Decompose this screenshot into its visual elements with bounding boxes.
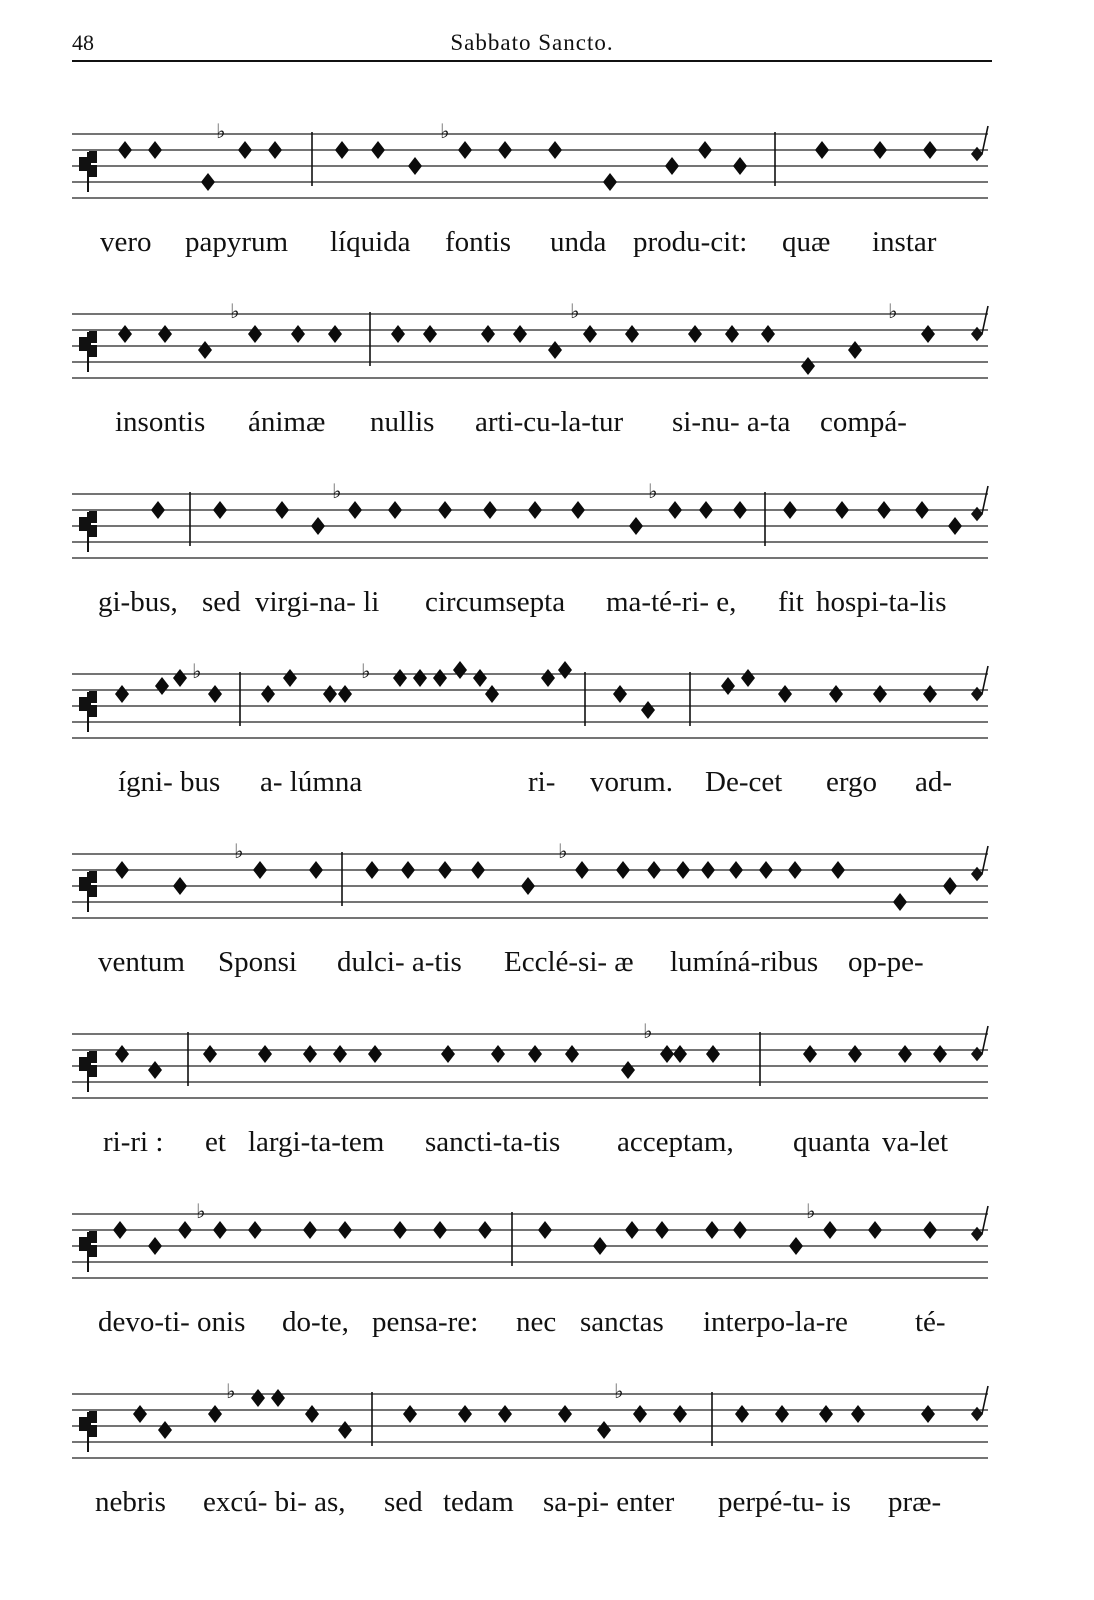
lyric-word: tedam (443, 1486, 514, 1518)
lyric-word: circumsepta (425, 586, 566, 618)
chant-system (0, 1188, 1094, 1368)
neume-punctum (198, 341, 212, 359)
lyric-word: sed (202, 586, 241, 618)
neume-punctum (213, 501, 227, 519)
lyrics-line (90, 226, 990, 270)
flat-sign-icon: ♭ (234, 839, 244, 863)
lyric-word: fontis (445, 226, 512, 258)
neume-punctum (118, 325, 132, 343)
lyric-word: dulci- a-tis (337, 946, 462, 978)
neume-punctum (471, 861, 485, 879)
neume-punctum (788, 861, 802, 879)
neume-punctum (633, 1405, 647, 1423)
chant-system (0, 468, 1094, 648)
do-clef-icon (80, 512, 96, 552)
lyric-word: et (205, 1126, 226, 1158)
neume-punctum (538, 1221, 552, 1239)
neume-punctum (548, 141, 562, 159)
neume-punctum (705, 1221, 719, 1239)
neume-punctum (173, 669, 187, 687)
neume-punctum (309, 861, 323, 879)
neume-punctum (673, 1045, 687, 1063)
lyrics-line (90, 406, 990, 450)
neume-punctum (575, 861, 589, 879)
neume-punctum (151, 501, 165, 519)
neume-punctum (348, 501, 362, 519)
lyric-word: va-let (882, 1126, 949, 1158)
neume-punctum (923, 685, 937, 703)
four-line-staff (0, 648, 1094, 768)
neume-punctum (438, 861, 452, 879)
neume-punctum (238, 141, 252, 159)
lyric-word: pensa-re: (372, 1306, 479, 1338)
neume-punctum (491, 1045, 505, 1063)
neume-punctum (660, 1045, 674, 1063)
do-clef-icon (80, 332, 96, 372)
neume-punctum (473, 669, 487, 687)
lyric-word: ventum (98, 946, 185, 978)
flat-sign-icon: ♭ (888, 299, 898, 323)
neume-punctum (115, 685, 129, 703)
neume-punctum (629, 517, 643, 535)
neume-punctum (283, 669, 297, 687)
neume-punctum (441, 1045, 455, 1063)
neume-punctum (201, 173, 215, 191)
neume-punctum (819, 1405, 833, 1423)
neume-punctum (408, 157, 422, 175)
lyric-word: si-nu- a-ta (672, 406, 791, 438)
custos-icon (972, 306, 988, 340)
custos-icon (972, 126, 988, 160)
lyric-word: op-pe- (848, 946, 924, 978)
lyric-word: nec (516, 1306, 557, 1338)
neume-punctum (851, 1405, 865, 1423)
neume-punctum (323, 685, 337, 703)
neume-punctum (253, 861, 267, 879)
flat-sign-icon: ♭ (230, 299, 240, 323)
neume-punctum (741, 669, 755, 687)
neume-punctum (761, 325, 775, 343)
lyric-word: acceptam, (617, 1126, 734, 1158)
neume-punctum (248, 325, 262, 343)
custos-icon (972, 846, 988, 880)
neume-punctum (835, 501, 849, 519)
neume-punctum (915, 501, 929, 519)
flat-sign-icon: ♭ (361, 659, 371, 683)
neume-punctum (208, 1405, 222, 1423)
neume-punctum (483, 501, 497, 519)
page-header (72, 24, 992, 62)
custos-icon (972, 1026, 988, 1060)
neume-punctum (778, 685, 792, 703)
lyric-word: vero (100, 226, 152, 258)
neume-punctum (823, 1221, 837, 1239)
chant-system (0, 288, 1094, 468)
neume-punctum (613, 685, 627, 703)
neume-punctum (251, 1389, 265, 1407)
lyrics-line (90, 766, 990, 810)
neume-punctum (829, 685, 843, 703)
neume-punctum (733, 157, 747, 175)
neume-punctum (148, 1061, 162, 1079)
neume-punctum (583, 325, 597, 343)
lyric-word: do-te, (282, 1306, 349, 1338)
neume-punctum (729, 861, 743, 879)
neume-punctum (733, 1221, 747, 1239)
lyric-word: De-cet (705, 766, 783, 798)
lyric-word: quanta (793, 1126, 871, 1158)
neume-punctum (328, 325, 342, 343)
running-title: Sabbato Sancto. (450, 30, 614, 55)
neume-punctum (893, 893, 907, 911)
neume-punctum (453, 661, 467, 679)
neume-punctum (923, 141, 937, 159)
lyrics-line (90, 1486, 990, 1530)
neume-punctum (548, 341, 562, 359)
lyric-word: largi-ta-tem (248, 1126, 385, 1158)
four-line-staff (0, 1368, 1094, 1488)
page-number: 48 (72, 30, 94, 55)
lyric-word: líquida (330, 226, 411, 258)
neume-punctum (676, 861, 690, 879)
lyric-word: Ecclé-si- æ (504, 946, 634, 978)
neume-punctum (113, 1221, 127, 1239)
neume-punctum (371, 141, 385, 159)
four-line-staff (0, 468, 1094, 588)
neume-punctum (203, 1045, 217, 1063)
neume-punctum (275, 501, 289, 519)
lyric-word: sancti-ta-tis (425, 1126, 561, 1158)
lyrics-line (90, 586, 990, 630)
lyric-word: té- (915, 1306, 946, 1338)
neume-punctum (438, 501, 452, 519)
do-clef-icon (80, 872, 96, 912)
neume-punctum (391, 325, 405, 343)
neume-punctum (673, 1405, 687, 1423)
lyric-word: hospi-ta-lis (816, 586, 947, 618)
do-clef-icon (80, 1052, 96, 1092)
neume-punctum (365, 861, 379, 879)
flat-sign-icon: ♭ (648, 479, 658, 503)
neume-punctum (725, 325, 739, 343)
header-rule (72, 60, 992, 62)
neume-punctum (801, 357, 815, 375)
neume-punctum (433, 669, 447, 687)
flat-sign-icon: ♭ (216, 119, 226, 143)
lyric-word: papyrum (185, 226, 289, 258)
neume-punctum (115, 1045, 129, 1063)
neume-punctum (721, 677, 735, 695)
neume-punctum (423, 325, 437, 343)
neume-punctum (338, 1421, 352, 1439)
lyric-word: unda (550, 226, 607, 258)
neume-punctum (706, 1045, 720, 1063)
neume-punctum (498, 1405, 512, 1423)
neume-punctum (733, 501, 747, 519)
lyric-word: vorum. (590, 766, 673, 798)
lyric-word: nebris (95, 1486, 166, 1518)
flat-sign-icon: ♭ (440, 119, 450, 143)
neume-punctum (603, 173, 617, 191)
neume-punctum (565, 1045, 579, 1063)
neume-punctum (571, 501, 585, 519)
lyric-word: produ-cit: (633, 226, 748, 258)
neume-punctum (848, 341, 862, 359)
neume-punctum (625, 1221, 639, 1239)
neume-punctum (271, 1389, 285, 1407)
neume-punctum (481, 325, 495, 343)
neume-punctum (118, 141, 132, 159)
custos-icon (972, 1206, 988, 1240)
four-line-staff (0, 108, 1094, 228)
chant-system (0, 108, 1094, 288)
neume-punctum (485, 685, 499, 703)
neume-punctum (948, 517, 962, 535)
neume-punctum (333, 1045, 347, 1063)
neume-punctum (388, 501, 402, 519)
neume-punctum (173, 877, 187, 895)
neume-punctum (868, 1221, 882, 1239)
neume-punctum (621, 1061, 635, 1079)
neume-punctum (248, 1221, 262, 1239)
lyric-word: Sponsi (218, 946, 297, 978)
lyric-word: præ- (888, 1486, 942, 1518)
neume-punctum (735, 1405, 749, 1423)
lyrics-line (90, 1306, 990, 1350)
neume-punctum (303, 1221, 317, 1239)
neume-punctum (943, 877, 957, 895)
neume-punctum (338, 685, 352, 703)
neume-punctum (668, 501, 682, 519)
neume-punctum (921, 325, 935, 343)
neume-punctum (789, 1237, 803, 1255)
custos-icon (972, 1386, 988, 1420)
lyric-word: a- lúmna (260, 766, 363, 798)
neume-punctum (311, 517, 325, 535)
neume-punctum (593, 1237, 607, 1255)
lyrics-line (90, 946, 990, 990)
chant-system (0, 828, 1094, 1008)
neume-punctum (831, 861, 845, 879)
neume-punctum (701, 861, 715, 879)
lyric-word: gi-bus, (98, 586, 178, 618)
four-line-staff (0, 288, 1094, 408)
lyrics-line (90, 1126, 990, 1170)
neume-punctum (933, 1045, 947, 1063)
lyric-word: arti-cu-la-tur (475, 406, 624, 438)
neume-punctum (208, 685, 222, 703)
flat-sign-icon: ♭ (196, 1199, 206, 1223)
neume-punctum (368, 1045, 382, 1063)
neume-punctum (558, 1405, 572, 1423)
lyric-word: instar (872, 226, 937, 258)
neume-punctum (775, 1405, 789, 1423)
neume-punctum (625, 325, 639, 343)
lyric-word: ígni- bus (118, 766, 221, 798)
lyric-word: excú- bi- as, (203, 1486, 346, 1518)
lyric-word: devo-ti- onis (98, 1306, 246, 1338)
neume-punctum (803, 1045, 817, 1063)
lyric-word: fit (778, 586, 804, 618)
lyric-word: interpo-la-re (703, 1306, 848, 1338)
neume-punctum (873, 685, 887, 703)
chant-system (0, 1368, 1094, 1548)
neume-punctum (597, 1421, 611, 1439)
neume-punctum (158, 325, 172, 343)
lyric-word: sanctas (580, 1306, 664, 1338)
neume-punctum (641, 701, 655, 719)
neume-punctum (155, 677, 169, 695)
neume-punctum (458, 1405, 472, 1423)
neume-punctum (393, 1221, 407, 1239)
neume-punctum (148, 141, 162, 159)
neume-punctum (335, 141, 349, 159)
do-clef-icon (80, 1412, 96, 1452)
neume-punctum (338, 1221, 352, 1239)
neume-punctum (478, 1221, 492, 1239)
lyric-word: nullis (370, 406, 435, 438)
neume-punctum (898, 1045, 912, 1063)
lyric-word: compá- (820, 406, 907, 438)
lyric-word: ergo (826, 766, 878, 798)
lyric-word: insontis (115, 406, 206, 438)
neume-punctum (305, 1405, 319, 1423)
neume-punctum (655, 1221, 669, 1239)
neume-punctum (647, 861, 661, 879)
neume-punctum (433, 1221, 447, 1239)
neume-punctum (158, 1421, 172, 1439)
flat-sign-icon: ♭ (806, 1199, 816, 1223)
neume-punctum (291, 325, 305, 343)
neume-punctum (261, 685, 275, 703)
flat-sign-icon: ♭ (558, 839, 568, 863)
neume-punctum (698, 141, 712, 159)
neume-punctum (528, 1045, 542, 1063)
four-line-staff (0, 828, 1094, 948)
neume-punctum (178, 1221, 192, 1239)
lyric-word: ri- (528, 766, 556, 798)
neume-punctum (688, 325, 702, 343)
custos-icon (972, 486, 988, 520)
neume-punctum (848, 1045, 862, 1063)
neume-punctum (815, 141, 829, 159)
neume-punctum (213, 1221, 227, 1239)
do-clef-icon (80, 152, 96, 192)
flat-sign-icon: ♭ (226, 1379, 236, 1403)
neume-punctum (616, 861, 630, 879)
lyric-word: perpé-tu- is (718, 1486, 851, 1518)
lyric-word: ri-ri : (103, 1126, 164, 1158)
neume-punctum (403, 1405, 417, 1423)
neume-punctum (458, 141, 472, 159)
lyric-word: virgi-na- li (255, 586, 380, 618)
lyric-word: lumíná-ribus (670, 946, 819, 978)
chant-system (0, 648, 1094, 828)
lyric-word: quæ (782, 226, 831, 258)
neume-punctum (783, 501, 797, 519)
neume-punctum (541, 669, 555, 687)
flat-sign-icon: ♭ (643, 1019, 653, 1043)
neume-punctum (133, 1405, 147, 1423)
do-clef-icon (80, 692, 96, 732)
neume-punctum (401, 861, 415, 879)
neume-punctum (393, 669, 407, 687)
neume-punctum (665, 157, 679, 175)
lyric-word: ad- (915, 766, 953, 798)
neume-punctum (528, 501, 542, 519)
neume-punctum (699, 501, 713, 519)
chant-system (0, 1008, 1094, 1188)
custos-icon (972, 666, 988, 700)
neume-punctum (521, 877, 535, 895)
neume-punctum (258, 1045, 272, 1063)
flat-sign-icon: ♭ (332, 479, 342, 503)
neume-punctum (303, 1045, 317, 1063)
neume-punctum (759, 861, 773, 879)
neume-punctum (877, 501, 891, 519)
lyric-word: sed (384, 1486, 423, 1518)
do-clef-icon (80, 1232, 96, 1272)
neume-punctum (498, 141, 512, 159)
neume-punctum (148, 1237, 162, 1255)
neume-punctum (921, 1405, 935, 1423)
flat-sign-icon: ♭ (614, 1379, 624, 1403)
neume-punctum (513, 325, 527, 343)
flat-sign-icon: ♭ (570, 299, 580, 323)
four-line-staff (0, 1188, 1094, 1308)
neume-punctum (413, 669, 427, 687)
flat-sign-icon: ♭ (192, 659, 202, 683)
lyric-word: ma-té-ri- e, (606, 586, 737, 618)
lyric-word: sa-pi- enter (543, 1486, 675, 1518)
neume-punctum (873, 141, 887, 159)
neume-punctum (268, 141, 282, 159)
four-line-staff (0, 1008, 1094, 1128)
neume-punctum (558, 661, 572, 679)
neume-punctum (923, 1221, 937, 1239)
neume-punctum (115, 861, 129, 879)
lyric-word: ánimæ (248, 406, 326, 438)
